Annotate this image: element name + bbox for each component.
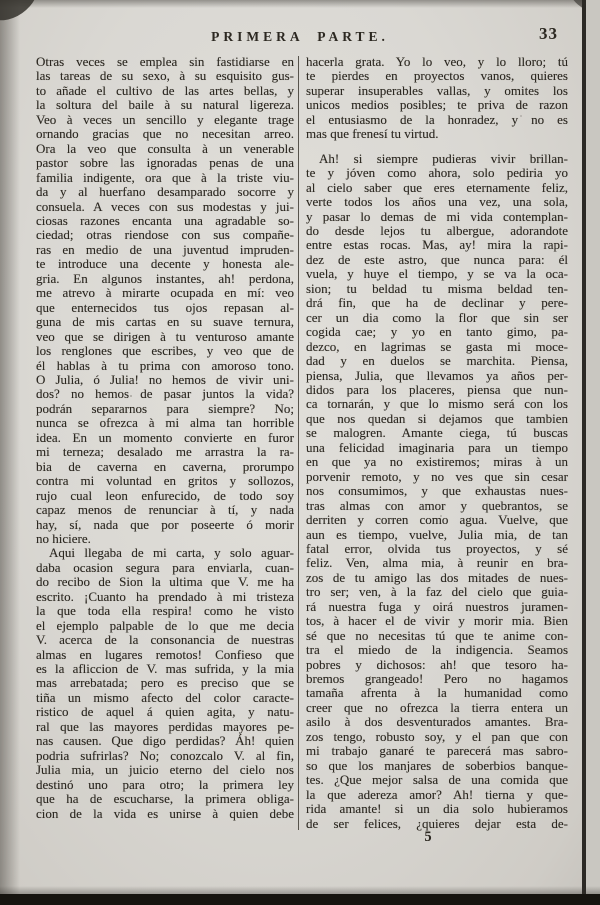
text-line: el entusiasmo de la honradez, y no es [306,111,568,127]
page-header-title: PRIMERA PARTE. [211,29,389,44]
text-line: creer que no ofrezca la tierra entera un [306,699,568,715]
text-line: que ha de escucharse, la primera obliga- [36,791,294,807]
text-line: pobres y dichosos: ah! que tesoro ha- [306,656,568,672]
text-line: fatal error, olvida tus proyectos, y sé [306,540,568,556]
text-line: que enternecidos tus ojos repasan al- [36,299,294,315]
text-line: O Julia, ó Julia! no hemos de vivir uni- [36,371,294,387]
text-line: superar insuperables vallas, y omites los [306,82,568,98]
text-line: se malogren. Amante ciega, tú buscas [306,425,568,441]
text-line: rá nuestra fuga y oirá nuestros juramen- [306,598,568,614]
text-line: rujo cual leon enfurecido, de todo soy [36,487,294,503]
text-line: tras almas con amor y quebrantos, se [306,497,568,513]
text-line: familia indigente, ora que à la triste viu- [36,169,294,185]
text-line: entre estas rocas. Mas, ay! mira la rapi- [306,237,568,253]
text-line: Ah! si siempre pudieras vivir brillan- [319,150,568,166]
text-line: te introduce una decente y honesta ale- [36,256,294,272]
text-line: no hiciere. [36,530,91,546]
text-line: ras en medio de una juventud impruden- [36,241,294,257]
text-column-left [36,55,294,821]
text-line: bia de caverna en caverna, prorumpo [36,458,294,474]
text-line: ca tornarán, y que lo mismo será con los [306,396,568,412]
scan-margin-strip-right [586,0,600,905]
text-line: contra mi voluntad en gritos y sollozos, [36,473,294,489]
text-line: da y al huerfano desamparado socorre y [36,184,294,200]
text-line: ciosas razones encanta una agradable so- [36,212,294,228]
text-line: guna de mis cartas en su suave ternura, [36,314,294,330]
text-column-right [306,55,568,831]
signature-mark: 5 [424,829,432,845]
scan-shadow-bottom [0,886,600,894]
scan-speckles [130,395,132,397]
text-line: drá fin, que ha de declinar y pere- [306,295,568,311]
text-line: me atrevo à mirarte ocupada en mí: veo [36,285,294,301]
text-line: tiña un mismo afecto del color caracte- [36,689,294,705]
text-line: ornando gracias que no necesitan arreo. [36,126,294,142]
text-line: Veo à veces un sencillo y elegante trage [36,111,294,127]
text-line: una felicidad imaginaria para un tiempo [306,439,568,455]
text-line: la soltura del baile à su natural ligereza. [36,97,294,113]
text-line: al cielo saber que eres eternamente feliz, [306,179,568,195]
text-line: escrito. ¡Cuanto ha prendado à mi tristeza [36,588,294,604]
text-line: nunca se ofrezca à mi alma tan horrible [36,415,294,431]
text-line: vuela, y huye el tiempo, y se va la oca- [306,266,568,282]
text-line: derriten y corren como agua. Vuelve, que [306,512,568,528]
text-line: de ser felices, ¿quieres dejar esta de- [306,815,568,831]
text-line: Julia mia, un juicio eterno del cielo nos [36,762,294,778]
text-line: podrán separarnos para siempre? No; [36,400,294,416]
text-line: gria. En algunos instantes, ah! perdona, [36,270,294,286]
text-line: dezco, en lagrimas se gasta mi moce- [306,338,568,354]
text-line: rida amante! si un dia solo hubieramos [306,801,568,817]
text-line: podria sufrirlas? No; conozcalo V. al fin, [36,747,294,763]
text-line: en que ya no existiremos; miras à un [306,454,568,470]
text-line: capaz menos de renunciar à tí, y nada [36,502,294,518]
text-line: te y jóven como ahora, solo pediria yo [306,165,568,181]
text-line: la que adereza amor? Ah! tierna y que- [306,786,568,802]
text-line: destinó uno para otro; la primera ley [36,776,294,792]
text-line: tes. ¿Que mejor salsa de una comida que [306,772,568,788]
text-line: asilo à dos desventurados amantes. Bra- [306,714,568,730]
text-line: dos? no hemos de pasar juntos la vida? [36,386,294,402]
text-line: so que los manjares de soberbios banque- [306,757,568,773]
text-line: mas arrebatada; pero es preciso que se [36,675,294,691]
text-line: hay, sí, nada que por poseerte ó morir [36,516,294,532]
text-line: pastor sobre las ignoradas penas de una [36,155,294,171]
text-line: idea. En un momento convierte en furor [36,429,294,445]
text-line: bremos grangeado! Pero no hagamos [306,671,568,687]
text-line: tos, à hacer el de vivir y morir mia. Bien [306,613,568,629]
text-line: ral que las mayores perdidas mayores pe- [36,718,294,734]
text-line: mi terneza; desalado me arrastra la ra- [36,444,294,460]
text-line: zos tengo, robusto soy, y el pan que con [306,728,568,744]
text-line: el ejemplo palpable de lo que me decia [36,617,294,633]
text-line: mas que frenesí tu virtud. [306,126,439,142]
text-line: te pierdes en proyectos vanos, quieres [306,68,568,84]
scan-shadow-left-edge [0,0,20,905]
text-line: daba ocasion segura para enviarla, cuan- [36,559,294,575]
scan-shadow-top-edge [0,0,600,8]
text-line: to añade el cultivo de las artes bellas, y [36,82,294,98]
scan-dark-band-bottom [0,894,600,905]
text-line: porvenir remoto, y no ves que sin cesar [306,468,568,484]
text-line: hacerla grata. Yo lo veo, y lo lloro; tú [306,54,568,69]
text-line: unicos medios posibles; te priva de razon [306,97,568,113]
text-line: zos de tu amigo las dos mitades de nues- [306,569,568,585]
text-line: dad y en duelos se marchita. Piensa, [306,353,568,369]
text-line: cer un dia como la flor que sin ser [306,309,568,325]
text-line: es la afliccion de V. mas sufrida, y la mia [36,661,294,677]
text-line: tro ser; ven, à la faz del cielo que guia- [306,584,568,600]
text-line: Aqui llegaba de mi carta, y solo aguar- [49,545,294,561]
text-line: ciedad; otras riendose con sus compañe- [36,227,294,243]
text-line: Otras veces se emplea sin fastidiarse en [36,54,294,69]
text-line: ristico de aquel á quien agita, y natu- [36,704,294,720]
text-line: nas causen. Que digo perdidas? Áh! quien [36,733,294,749]
text-line: los renglones que escribes, y veo que de [36,343,294,359]
text-line: él hablas à tu prima con amoroso tono. [36,357,294,373]
text-line: veo que se dirigen à tu venturoso amante [36,328,294,344]
page-number: 33 [539,24,558,43]
text-line: sion; tu beldad tu misma beldad ten- [306,280,568,296]
text-line: nos consumimos, y que exhaustas nues- [306,483,568,499]
text-line: la que toda ella respira! como he visto [36,603,294,619]
text-line: didos para los placeres, piensa que nun- [306,381,568,397]
text-line: mi trabajo ganaré te parecerá mas sabro- [306,743,568,759]
text-line: do recibo de Sion la ultima que V. me ha [36,574,294,590]
text-line: aun es tiempo, vuelve, Julia mia, de tan [306,526,568,542]
text-line: feliz. Ven, alma mia, à reunir en bra- [306,555,568,571]
text-line: tamaña afrenta à la humanidad como [306,685,568,701]
text-line: cogida cae; y yo en tanto gimo, pa- [306,324,568,340]
text-line: dez de este astro, que nunca para: él [306,251,568,267]
text-line: y pasar lo demas de mi vida contemplan- [306,208,568,224]
text-line: piensa, Julia, que llevamos ya años per- [306,367,568,383]
text-line: Ora la veo que consulta à un venerable [36,140,294,156]
text-line: do desde lejos tu albergue, adorandote [306,222,568,238]
text-line: cion de la vida es unirse à quien debe [36,805,294,821]
text-line: que nos quedan si dejamos que tambien [306,410,568,426]
text-line: sé que no necesitas tú que te anime con- [306,627,568,643]
column-divider-rule [298,56,299,830]
text-line: las tareas de su sexo, à su esquisito gus- [36,68,294,84]
text-line: consuela. A veces con sus modestas y jui- [36,198,294,214]
text-line: verte todos los años una vez, una sola, [306,194,568,210]
text-line: almas en lugares remotos! Confieso que [36,646,294,662]
text-line: tra el miedo de la indigencia. Seamos [306,642,568,658]
text-line: V. acerca de la consonancia de nuestras [36,632,294,648]
